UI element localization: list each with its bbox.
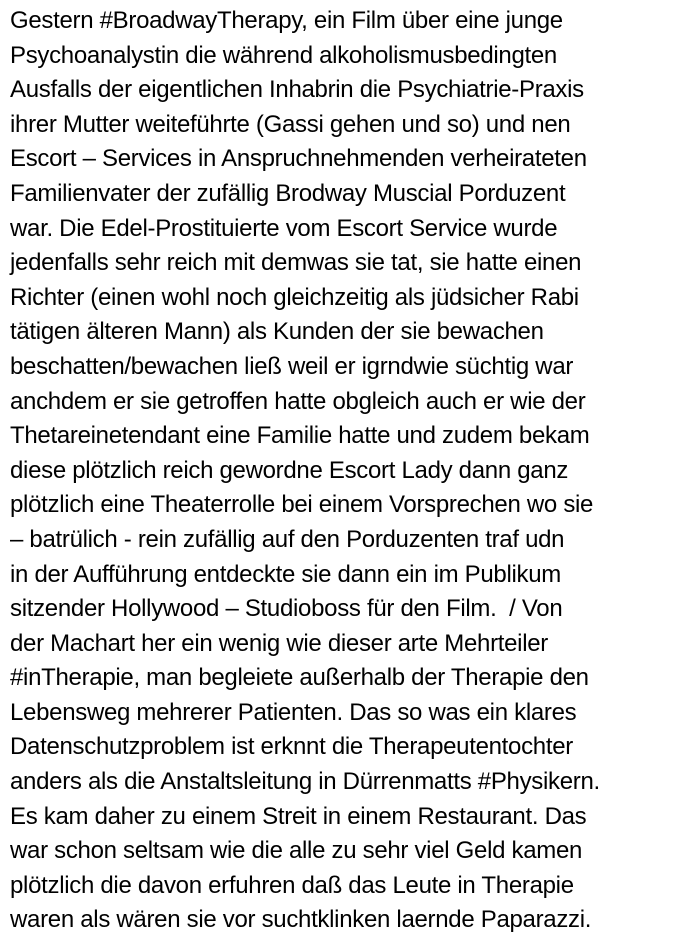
- text-line: beschatten/bewachen ließ weil er igrndwie süchtig war: [10, 352, 574, 380]
- text-line: ihrer Mutter weiteführte (Gassi gehen und so) und nen: [10, 110, 571, 138]
- text-line: Datenschutzproblem ist erknnt die Therapeutentochter: [10, 733, 573, 761]
- text-line: war. Die Edel-Prostituierte vom Escort Service wurde: [10, 214, 558, 242]
- text-line: jedenfalls sehr reich mit demwas sie tat, sie hatte einen: [10, 249, 582, 277]
- document-page: [10, 4, 682, 936]
- text-line: Escort – Services in Anspruchnehmenden verheirateten: [10, 145, 587, 173]
- text-line: Thetareinetendant eine Familie hatte und zudem bekam: [10, 422, 590, 450]
- text-line: Familienvater der zufällig Brodway Muscial Porduzent: [10, 179, 566, 207]
- text-line: sitzender Hollywood – Studioboss für den Film. / Von: [10, 595, 563, 623]
- text-line: in der Aufführung entdeckte sie dann ein im Publikum: [10, 560, 561, 588]
- text-line: Es kam daher zu einem Streit in einem Restaurant. Das: [10, 802, 587, 830]
- text-line: tätigen älteren Mann) als Kunden der sie bewachen: [10, 318, 544, 346]
- text-line: Ausfalls der eigentlichen Inhabrin die Psychiatrie-Praxis: [10, 76, 584, 104]
- text-line: waren als wären sie vor suchtklinken laernde Paparazzi.: [10, 906, 592, 934]
- text-line: war schon seltsam wie die alle zu sehr viel Geld kamen: [10, 837, 583, 865]
- text-line: #inTherapie, man begleiete außerhalb der Therapie den: [10, 664, 589, 692]
- text-line: Psychoanalystin die während alkoholismusbedingten: [10, 41, 557, 69]
- text-line: plötzlich eine Theaterrolle bei einem Vorsprechen wo sie: [10, 491, 594, 519]
- text-line: anders als die Anstaltsleitung in Dürrenmatts #Physikern.: [10, 768, 600, 796]
- text-line: Gestern #BroadwayTherapy, ein Film über eine junge: [10, 7, 563, 34]
- text-line: diese plötzlich reich gewordne Escort Lady dann ganz: [10, 456, 569, 484]
- text-line: anchdem er sie getroffen hatte obgleich auch er wie der: [10, 387, 586, 415]
- text-line: Richter (einen wohl noch gleichzeitig als jüdsicher Rabi: [10, 283, 579, 311]
- text-line: der Machart her ein wenig wie dieser arte Mehrteiler: [10, 629, 548, 657]
- text-line: plötzlich die davon erfuhren daß das Leute in Therapie: [10, 871, 574, 899]
- text-line: – batrülich - rein zufällig auf den Porduzenten traf udn: [10, 525, 565, 553]
- text-line: Lebensweg mehrerer Patienten. Das so was ein klares: [10, 698, 577, 726]
